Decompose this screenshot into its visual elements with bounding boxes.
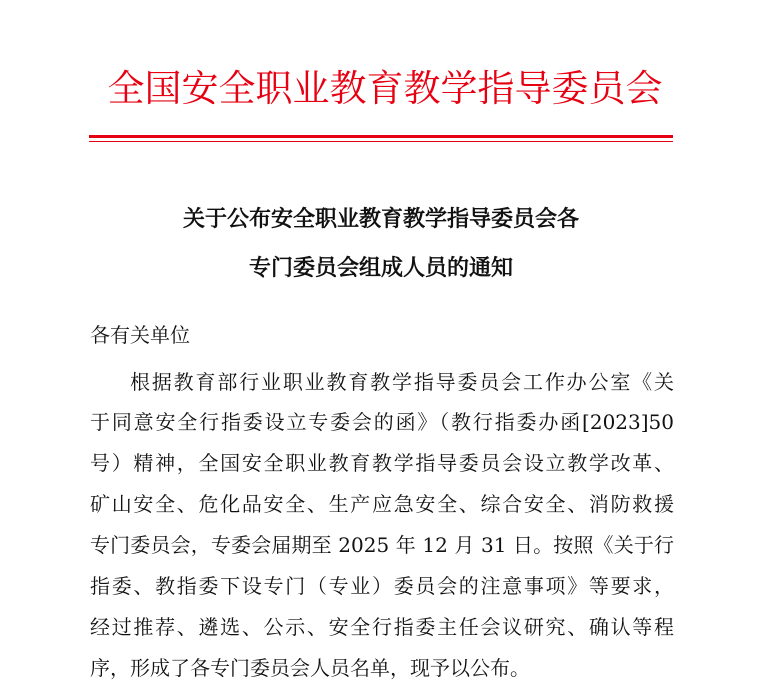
organization-name: 全国安全职业教育教学指导委员会 (107, 67, 663, 110)
salutation: 各有关单位 (90, 323, 190, 347)
document-title-line-1: 关于公布安全职业教育教学指导委员会各 (182, 207, 579, 232)
document-title-line-2: 专门委员会组成人员的通知 (248, 256, 513, 281)
body-line: 专门委员会，专委会届期至 2025 年 12 月 31 日。按照《关于行 (90, 533, 674, 557)
red-divider-thin (89, 141, 673, 142)
red-divider-thick (89, 135, 673, 138)
body-line: 矿山安全、危化品安全、生产应急安全、综合安全、消防救援 (90, 492, 674, 516)
body-line: 序，形成了各专门委员会人员名单，现予以公布。 (90, 656, 530, 680)
body-line: 指委、教指委下设专门（专业）委员会的注意事项》等要求， (90, 574, 674, 598)
body-line: 号）精神，全国安全职业教育教学指导委员会设立教学改革、 (90, 451, 674, 475)
body-line: 根据教育部行业职业教育教学指导委员会工作办公室《关 (130, 370, 674, 394)
body-line: 经过推荐、遴选、公示、安全行指委主任会议研究、确认等程 (90, 615, 674, 639)
body-line: 于同意安全行指委设立专委会的函》（教行指委办函[2023]50 (90, 410, 674, 434)
